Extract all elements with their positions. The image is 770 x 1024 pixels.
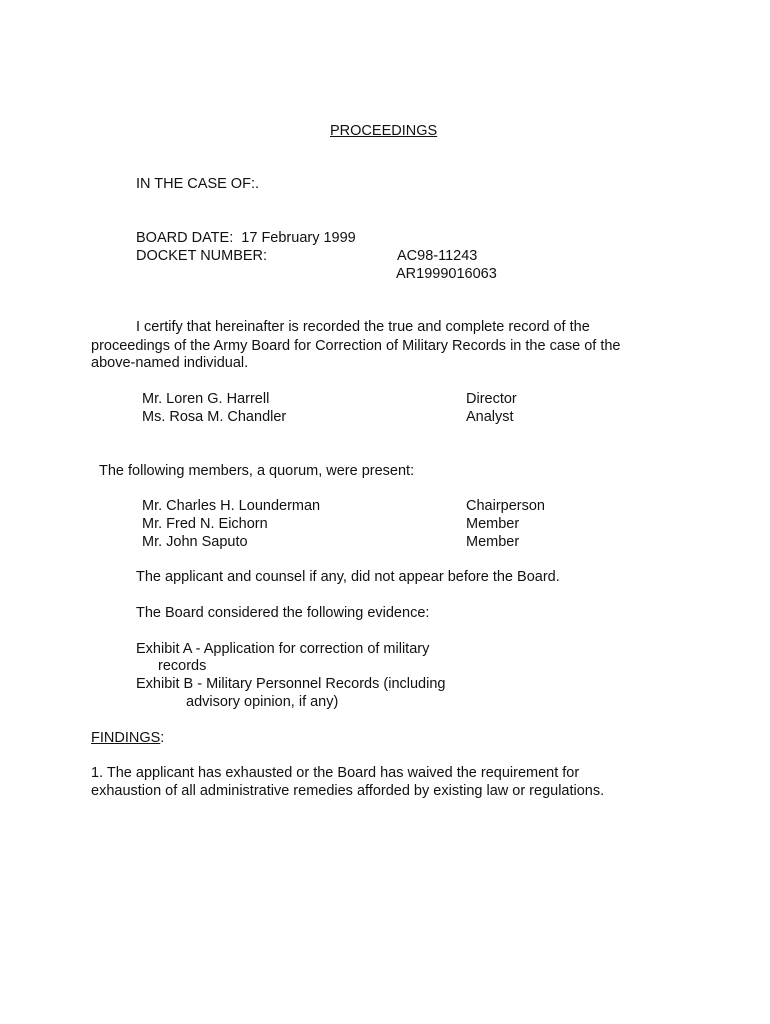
exhibit-b-line-1: Exhibit B - Military Personnel Records (including	[136, 676, 446, 692]
finding-1-line-2: exhaustion of all administrative remedies afforded by existing law or regulations.	[91, 783, 605, 799]
certify-line-2: proceedings of the Army Board for Correction of Military Records in the case of the	[91, 338, 621, 354]
certify-line-3: above-named individual.	[91, 355, 249, 371]
finding-1-line-1: 1. The applicant has exhausted or the Board has waived the requirement for	[91, 765, 580, 781]
evidence-intro: The Board considered the following evidence:	[136, 605, 430, 621]
exhibit-b-line-2: advisory opinion, if any)	[186, 694, 339, 710]
certify-line-1: I certify that hereinafter is recorded the true and complete record of the	[136, 319, 590, 335]
member-name: Mr. Charles H. Lounderman	[142, 498, 321, 514]
findings-heading: FINDINGS	[91, 730, 161, 746]
appearance-text: The applicant and counsel if any, did not appear before the Board.	[136, 569, 560, 585]
exhibit-a-line-2: records	[158, 658, 207, 674]
docket-number-2: AR1999016063	[396, 266, 497, 282]
staff-name: Ms. Rosa M. Chandler	[142, 409, 287, 425]
board-date-value: 17 February 1999	[241, 230, 356, 246]
member-name: Mr. John Saputo	[142, 534, 248, 550]
staff-role: Director	[466, 391, 517, 407]
docket-number-1: AC98-11243	[397, 248, 478, 264]
member-role: Member	[466, 516, 520, 532]
docket-number-label: DOCKET NUMBER:	[136, 248, 268, 264]
exhibit-a-line-1: Exhibit A - Application for correction of military	[136, 641, 430, 657]
document-title: PROCEEDINGS	[330, 123, 438, 139]
staff-role: Analyst	[466, 409, 514, 425]
member-role: Chairperson	[466, 498, 545, 514]
board-date-label: BOARD DATE:	[136, 230, 234, 246]
staff-name: Mr. Loren G. Harrell	[142, 391, 270, 407]
member-role: Member	[466, 534, 520, 550]
case-of-label: IN THE CASE OF:.	[136, 176, 260, 192]
member-name: Mr. Fred N. Eichorn	[142, 516, 268, 532]
findings-heading-row	[91, 729, 164, 747]
board-date-row	[136, 229, 356, 247]
findings-colon: :	[160, 730, 165, 746]
quorum-text: The following members, a quorum, were present:	[99, 463, 415, 479]
